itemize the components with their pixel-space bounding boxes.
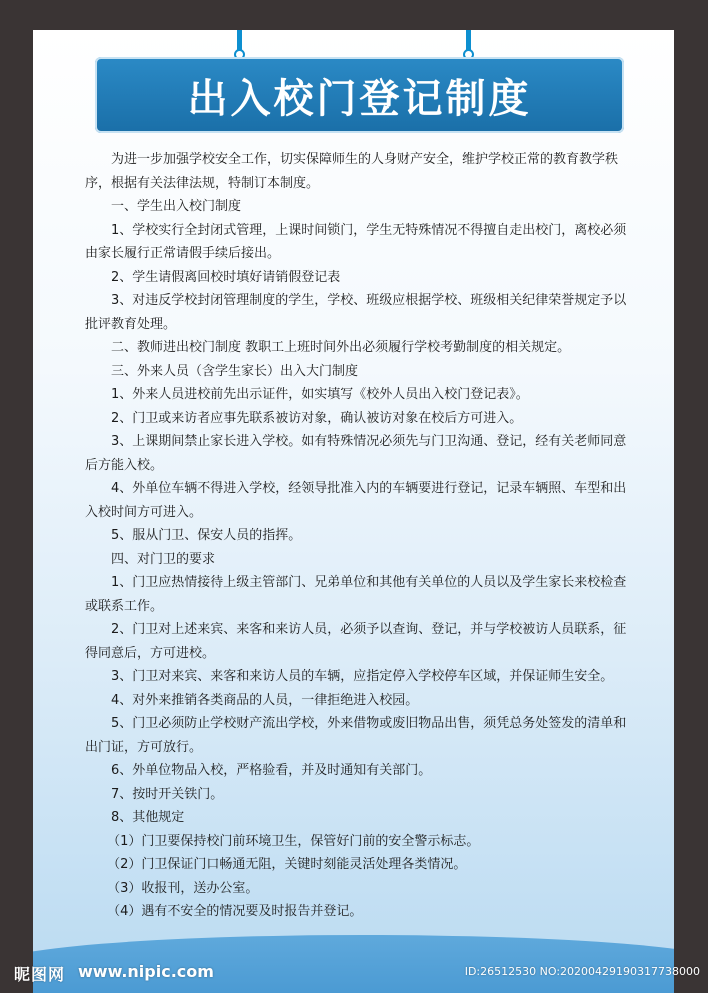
regulation-body (85, 148, 630, 924)
sub-item: （2）门卫保证门口畅通无阻，关键时刻能灵活处理各类情况。 (107, 857, 467, 872)
paragraph: 2、门卫或来访者应事先联系被访对象，确认被访对象在校后方可进入。 (111, 410, 523, 426)
watermark-site: www.nipic.com (78, 962, 214, 981)
paragraph: 5、服从门卫、保安人员的指挥。 (111, 528, 302, 543)
intro-paragraph: 为进一步加强学校安全工作，切实保障师生的人身财产安全，维护学校正常的教育教学秩序，根据有关法律法规，特制订本制度。 (85, 152, 619, 191)
paragraph: 5、门卫必须防止学校财产流出学校，外来借物或废旧物品出售，须凭总务处签发的清单和出门证，方可放行。 (85, 716, 627, 755)
paragraph: 7、按时开关铁门。 (111, 786, 224, 802)
sub-item: （3）收报刊，送办公室。 (107, 880, 259, 896)
paragraph: 1、门卫应热情接待上级主管部门、兄弟单位和其他有关单位的人员以及学生家长来校检查或联系工作。 (85, 575, 627, 614)
paragraph: 3、门卫对来宾、来客和来访人员的车辆，应指定停入学校停车区域，并保证师生安全。 (111, 669, 614, 684)
paragraph: 3、对违反学校封闭管理制度的学生，学校、班级应根据学校、班级相关纪律荣誉规定予以批评教育处理。 (85, 293, 627, 332)
paragraph: 2、学生请假离回校时填好请销假登记表 (111, 269, 341, 285)
page-title: 出入校门登记制度 (187, 75, 532, 122)
paragraph: 一、学生出入校门制度 (111, 199, 242, 214)
poster-board (33, 30, 674, 993)
paragraph: 3、上课期间禁止家长进入学校。如有特殊情况必须先与门卫沟通、登记，经有关老师同意后方能入校。 (85, 434, 627, 473)
paragraph: 4、对外来推销各类商品的人员，一律拒绝进入校园。 (111, 692, 419, 708)
watermark-logo: 昵图网 (14, 965, 66, 984)
paragraph: 8、其他规定 (111, 810, 185, 825)
paragraph: 1、学校实行全封闭式管理，上课时间锁门，学生无特殊情况不得擅自走出校门，离校必须由家长履行正常请假手续后接出。 (85, 222, 627, 261)
watermark-id: ID:26512530 NO:20200429190317738000 (464, 965, 700, 978)
paragraph: 二、教师进出校门制度 教职工上班时间外出必须履行学校考勤制度的相关规定。 (111, 340, 571, 355)
paragraph: 1、外来人员进校前先出示证件，如实填写《校外人员出入校门登记表》。 (111, 387, 529, 402)
paragraph: 4、外单位车辆不得进入学校，经领导批准入内的车辆要进行登记，记录车辆照、车型和出入校时间方可进入。 (85, 481, 627, 520)
paragraph: 四、对门卫的要求 (111, 551, 216, 567)
hanger-left (237, 30, 242, 58)
hanger-right (466, 30, 471, 58)
paragraph: 6、外单位物品入校，严格验看，并及时通知有关部门。 (111, 763, 432, 778)
paragraph: 2、门卫对上述来宾、来客和来访人员，必须予以查询、登记，并与学校被访人员联系，征得同意后，方可进校。 (85, 622, 627, 661)
sub-item: （4）遇有不安全的情况要及时报告并登记。 (107, 904, 363, 919)
sub-item: （1）门卫要保持校门前环境卫生，保管好门前的安全警示标志。 (107, 833, 480, 849)
paragraph: 三、外来人员（含学生家长）出入大门制度 (111, 363, 359, 379)
title-banner (95, 57, 624, 133)
